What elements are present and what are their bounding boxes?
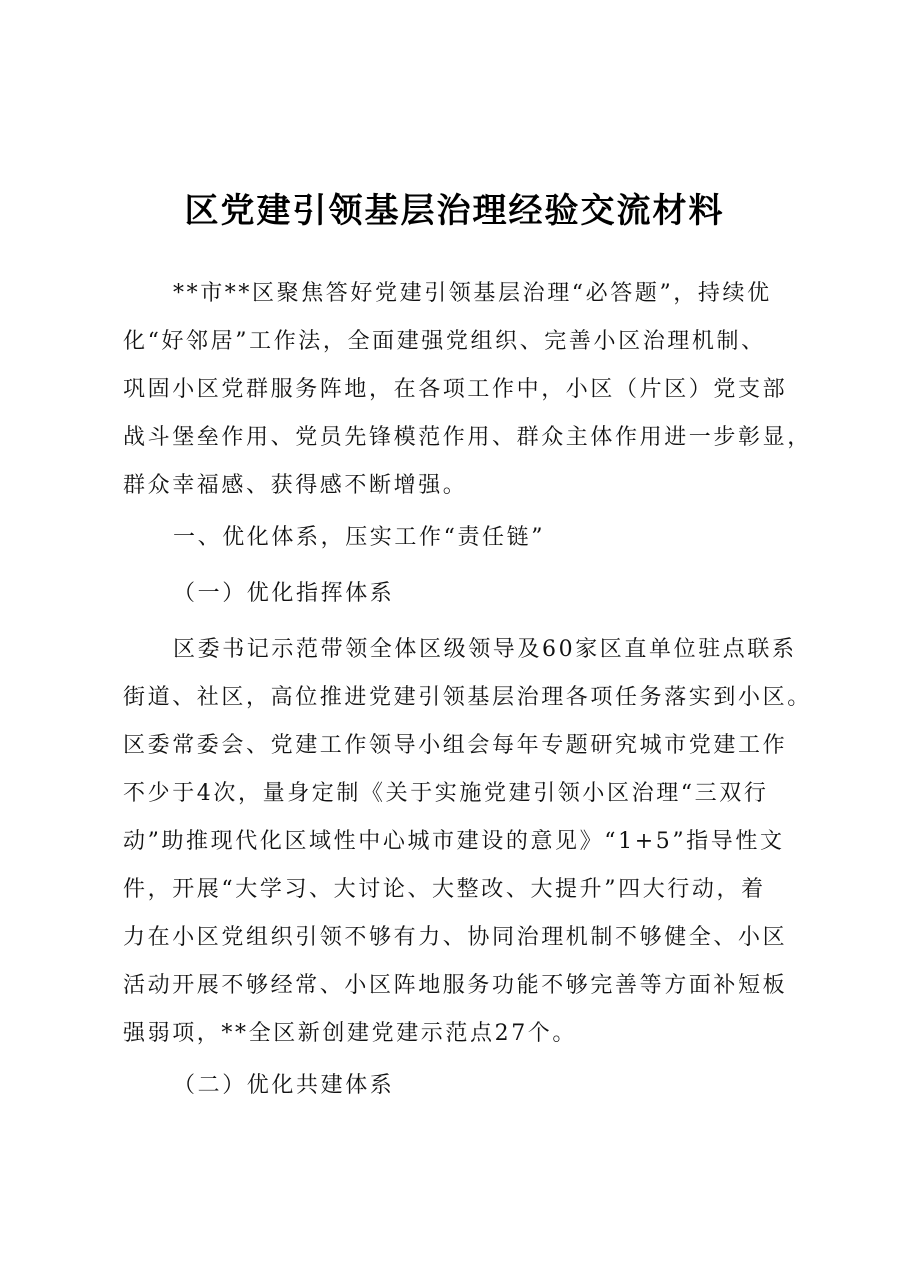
intro-paragraph <box>123 270 813 510</box>
document-title: 区党建引领基层治理经验交流材料 <box>184 191 725 231</box>
section-heading: 一、优化体系，压实工作“责任链” <box>173 525 546 550</box>
subsection-heading: （一）优化指挥体系 <box>173 581 395 606</box>
paragraph-line: 巩固小区党群服务阵地，在各项工作中，小区（片区）党支部 <box>123 377 788 402</box>
paragraph-line: 件，开展“大学习、大讨论、大整改、大提升”四大行动，着 <box>123 877 766 902</box>
body-paragraph <box>123 626 813 1058</box>
paragraph-line: 活动开展不够经常、小区阵地服务功能不够完善等方面补短板 <box>123 973 788 998</box>
paragraph-line: 群众幸福感、获得感不断增强。 <box>123 473 468 498</box>
paragraph-line: **市**区聚焦答好党建引领基层治理“必答题”，持续优 <box>173 281 772 306</box>
paragraph-line: 区委常委会、党建工作领导小组会每年专题研究城市党建工作 <box>123 733 788 758</box>
paragraph-line: 不少于4次，量身定制《关于实施党建引领小区治理“三双行 <box>123 781 769 806</box>
paragraph-line: 街道、社区，高位推进党建引领基层治理各项任务落实到小区。 <box>123 685 812 710</box>
paragraph-line: 强弱项，**全区新创建党建示范点27个。 <box>123 1021 577 1046</box>
subsection-heading: （二）优化共建体系 <box>173 1073 395 1098</box>
paragraph-line: 力在小区党组织引领不够有力、协同治理机制不够健全、小区 <box>123 925 788 950</box>
paragraph-line: 区委书记示范带领全体区级领导及60家区直单位驻点联系 <box>173 637 797 662</box>
paragraph-line: 战斗堡垒作用、党员先锋模范作用、群众主体作用进一步彰显， <box>123 425 812 450</box>
paragraph-line: 化“好邻居”工作法，全面建强党组织、完善小区治理机制、 <box>123 329 766 354</box>
paragraph-line: 动”助推现代化区域性中心城市建设的意见》“1+5”指导性文 <box>123 829 785 854</box>
